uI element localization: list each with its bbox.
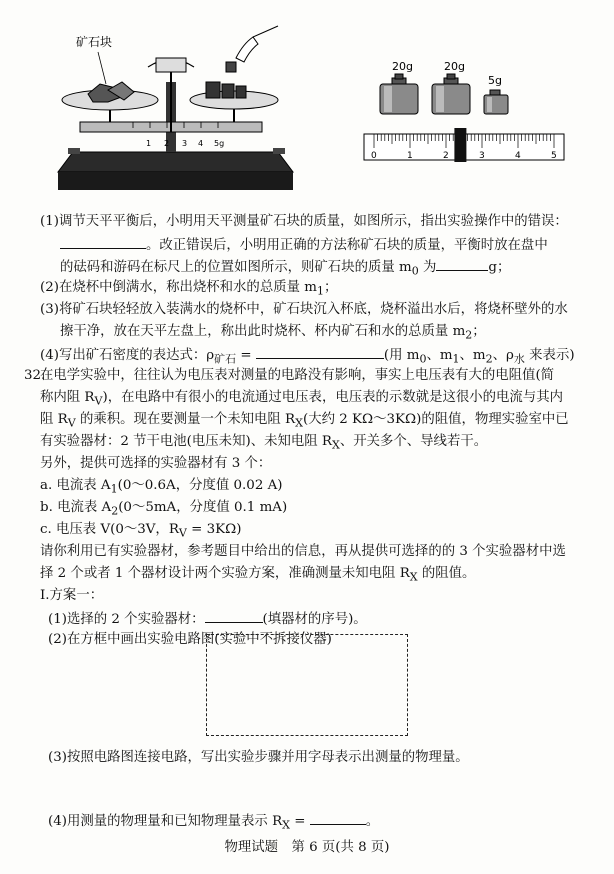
weights-figure xyxy=(362,48,572,178)
q32-line3: 阻 $R_V$ 的乘积。现在要测量一个未知电阻 $R_X$(大约 2 KΩ～3KΩ)的阻值，物理实验室中已 xyxy=(40,412,569,430)
plan-heading: Ⅰ.方案一： xyxy=(40,588,104,603)
q31-p3-line2: 擦干净，放在天平左盘上，称出此时烧杯、杯内矿石和水的总质量 $m_2$； xyxy=(60,324,486,342)
ruler-label: 4 xyxy=(515,151,521,161)
plan-step2: (2)在方框中画出实验电路图(实验中不拆接仪器) xyxy=(48,632,332,647)
plan-step1: (1)选择的 2 个实验器材： (填器材的序号)。 xyxy=(30,608,592,630)
rider xyxy=(454,128,466,162)
scale-number: 5g xyxy=(214,139,225,148)
rider-scale xyxy=(364,128,564,162)
answer-blank[interactable] xyxy=(60,234,146,249)
q31-p3-line1: (3)将矿石块轻轻放入装满水的烧杯中，矿石块沉入杯底，烧杯溢出水后，将烧杯壁外的水 xyxy=(40,302,568,317)
q31-p1-line3: 的砝码和游码在标尺上的位置如图所示，则矿石块的质量 $m_0$ 为 g； xyxy=(30,256,592,278)
question-number: 32. xyxy=(24,368,46,383)
q32-line1: 32.在电学实验中，往往认为电压表对测量的电路没有影响，事实上电压表有大的电阻值(简 xyxy=(30,366,592,388)
weight-label: 5g xyxy=(488,74,502,87)
q31-p1-line1: (1)调节天平平衡后，小明用天平测量矿石块的质量，如图所示，指出实验操作中的错误： xyxy=(40,214,568,229)
q31-p4: (4)写出矿石密度的表达式：$\rho_{矿石}$ = (用 $m_0$、$m_1$、$m_2$、$\rho_水$ 来表示) xyxy=(30,344,592,366)
circuit-diagram-box[interactable] xyxy=(206,634,408,736)
equipment-c: c. 电压表 V(0～3V，$R_V = 3K\Omega$) xyxy=(40,522,242,540)
ruler-label: 1 xyxy=(407,151,413,161)
q32-line10: 择 2 个或者 1 个器材设计两个实验方案，准确测量未知电阻 $R_X$ 的阻值。 xyxy=(40,566,476,584)
scale-number: 1 xyxy=(146,139,152,148)
q31-p1-line2: 。改正错误后，小明用正确的方法称矿石块的质量，平衡时放在盘中 xyxy=(30,234,592,256)
answer-blank[interactable] xyxy=(256,344,384,359)
scale-number: 3 xyxy=(182,139,188,148)
scale-number: 2 xyxy=(164,139,170,148)
weight-20g-2 xyxy=(432,74,470,114)
q32-line2: 称内阻 $R_V$)，在电路中有很小的电流通过电压表，电压表的示数就是这很小的电流与其内 xyxy=(40,390,563,408)
plan-step4: (4)用测量的物理量和已知物理量表示 $R_X$ = 。 xyxy=(48,810,379,834)
plan-step3: (3)按照电路图连接电路，写出实验步骤并用字母表示出测量的物理量。 xyxy=(48,750,469,765)
page-footer: 物理试题 第 6 页(共 8 页) xyxy=(224,840,390,855)
answer-blank[interactable] xyxy=(310,810,366,825)
q32-line4: 有实验器材：2 节干电池(电压未知)、未知电阻 $R_X$、开关多个、导线若干。 xyxy=(40,434,488,452)
balance-figure xyxy=(38,22,318,202)
ore-label: 矿石块 xyxy=(76,35,113,49)
answer-blank[interactable] xyxy=(205,608,263,623)
q31-p2: (2)在烧杯中倒满水，称出烧杯和水的总质量 $m_1$； xyxy=(40,280,338,298)
scale-number: 4 xyxy=(198,139,204,148)
q32-line9: 请你利用已有实验器材，参考题目中给出的信息，再从提供可选择的的 3 个实验器材中选 xyxy=(40,544,566,559)
equipment-a: a. 电流表 $A_1(0\sim 0.6A$，分度值 0.02 A) xyxy=(40,478,283,496)
ruler-label: 2 xyxy=(443,151,449,161)
q32-line5: 另外，提供可选择的实验器材有 3 个： xyxy=(40,456,272,471)
weight-5g xyxy=(484,90,508,114)
weight-label: 20g xyxy=(444,60,465,73)
answer-blank[interactable] xyxy=(436,256,488,271)
ruler-label: 0 xyxy=(371,151,377,161)
ruler-label: 3 xyxy=(479,151,485,161)
question-text xyxy=(24,212,592,652)
weight-label: 20g xyxy=(392,60,413,73)
ruler-label: 5 xyxy=(551,151,557,161)
weight-20g-1 xyxy=(380,74,418,114)
equipment-b: b. 电流表 $A_2(0\sim 5mA$，分度值 0.1 mA) xyxy=(40,500,288,518)
